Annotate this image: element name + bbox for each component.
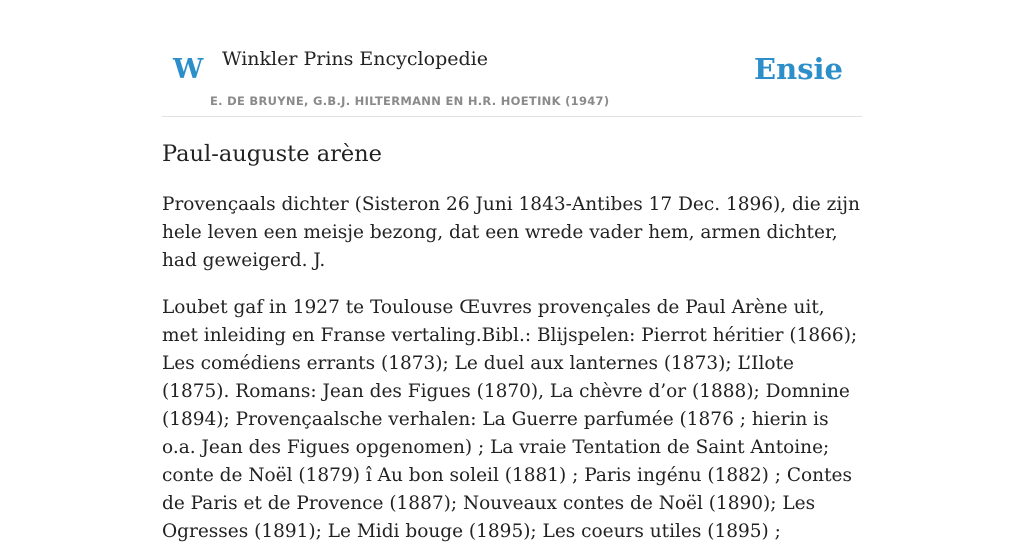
article-paragraph-1: Provençaals dichter (Sisteron 26 Juni 1843-Antibes 17 Dec. 1896), die zijn hele leven een meisje bezong, dat een wrede vader hem, armen dichter, had geweigerd. J. bbox=[162, 194, 860, 271]
source-authors: E. DE BRUYNE, G.B.J. HILTERMANN EN H.R. HOETINK (1947) bbox=[210, 94, 610, 108]
source-header bbox=[162, 0, 862, 117]
ensie-logo[interactable]: Ensie bbox=[754, 52, 843, 86]
article bbox=[162, 137, 862, 546]
article-paragraph-2: Loubet gaf in 1927 te Toulouse Œuvres provençales de Paul Arène uit, met inleiding en Franse vertaling.Bibl.: Blijspelen: Pierrot héritier (1866); Les comédiens errants (1873); Le duel aux lanternes (1873); L’Ilote (1875). Romans: Jean des Figues (1870), La chèvre d’or (1888); Domnine (1894); Provençaalsche verhalen: La Guerre parfumée (1876 ; hierin is o.a. Jean des Figues opgenomen) ; La vraie Tentation de Saint Antoine; conte de Noël (1879) î Au bon soleil (1881) ; Paris ingénu (1882) ; Contes de Paris et de Provence (1887); Nouveaux contes de Noël (1890); Les Ogresses (1891); Le Midi bouge (1895); Les coeurs utiles (1895) ; bbox=[162, 297, 858, 542]
source-logo: W bbox=[173, 54, 204, 85]
article-title: Paul-auguste arène bbox=[162, 141, 382, 167]
source-title[interactable]: Winkler Prins Encyclopedie bbox=[222, 48, 488, 70]
